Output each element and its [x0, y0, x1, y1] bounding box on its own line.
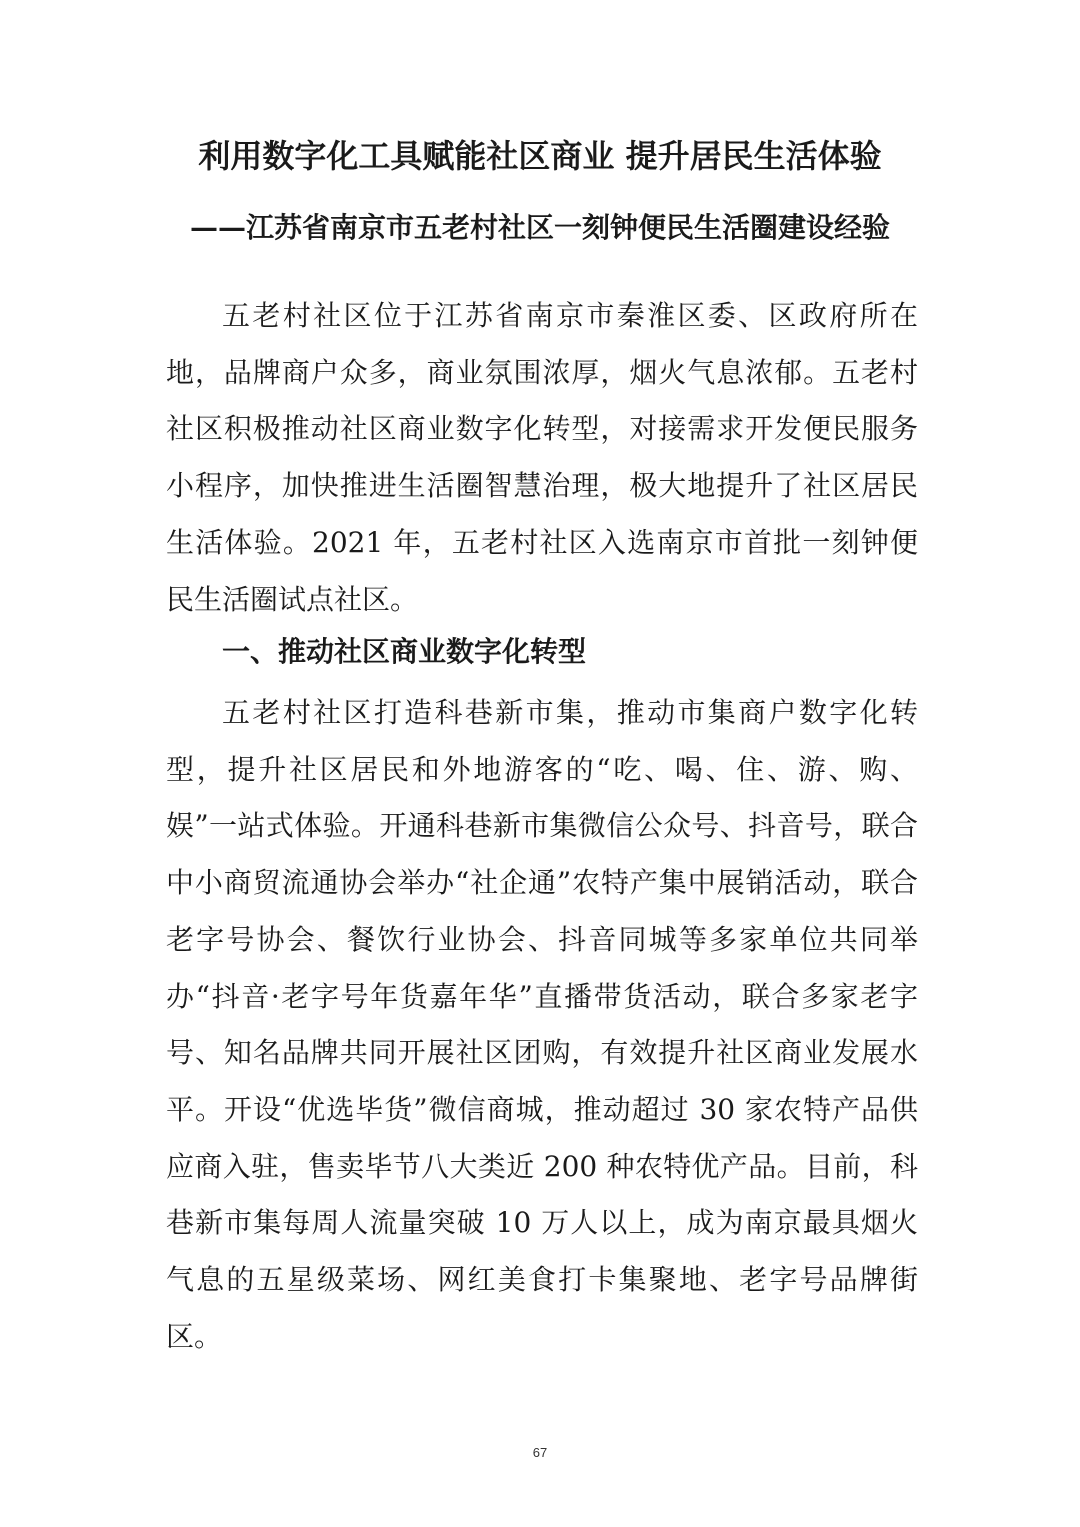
paragraph-intro: 五老村社区位于江苏省南京市秦淮区委、区政府所在地，品牌商户众多，商业氛围浓厚，烟火气息浓郁。五老村社区积极推动社区商业数字化转型，对接需求开发便民服务小程序，加快推进生活圈智慧治理，极大地提升了社区居民生活体验。2021 年，五老村社区入选南京市首批一刻钟便民生活圈试点社区。: [166, 299, 918, 616]
document-title: 利用数字化工具赋能社区商业 提升居民生活体验: [198, 137, 882, 175]
section-heading: 一、推动社区商业数字化转型: [222, 635, 587, 668]
paragraph-section-1: 五老村社区打造科巷新市集，推动市集商户数字化转型，提升社区居民和外地游客的“吃、喝、住、游、购、娱”一站式体验。开通科巷新市集微信公众号、抖音号，联合中小商贸流通协会举办“社企通”农特产集中展销活动，联合老字号协会、餐饮行业协会、抖音同城等多家单位共同举办“抖音·老字号年货嘉年华”直播带货活动，联合多家老字号、知名品牌共同开展社区团购，有效提升社区商业发展水平。开设“优选毕货”微信商城，推动超过 30 家农特产品供应商入驻，售卖毕节八大类近 200 种农特优产品。目前，科巷新市集每周人流量突破 10 万人以上，成为南京最具烟火气息的五星级菜场、网红美食打卡集聚地、老字号品牌街区。: [166, 696, 918, 1353]
page-number: 67: [532, 1445, 548, 1460]
document-subtitle: ——江苏省南京市五老村社区一刻钟便民生活圈建设经验: [189, 211, 890, 244]
